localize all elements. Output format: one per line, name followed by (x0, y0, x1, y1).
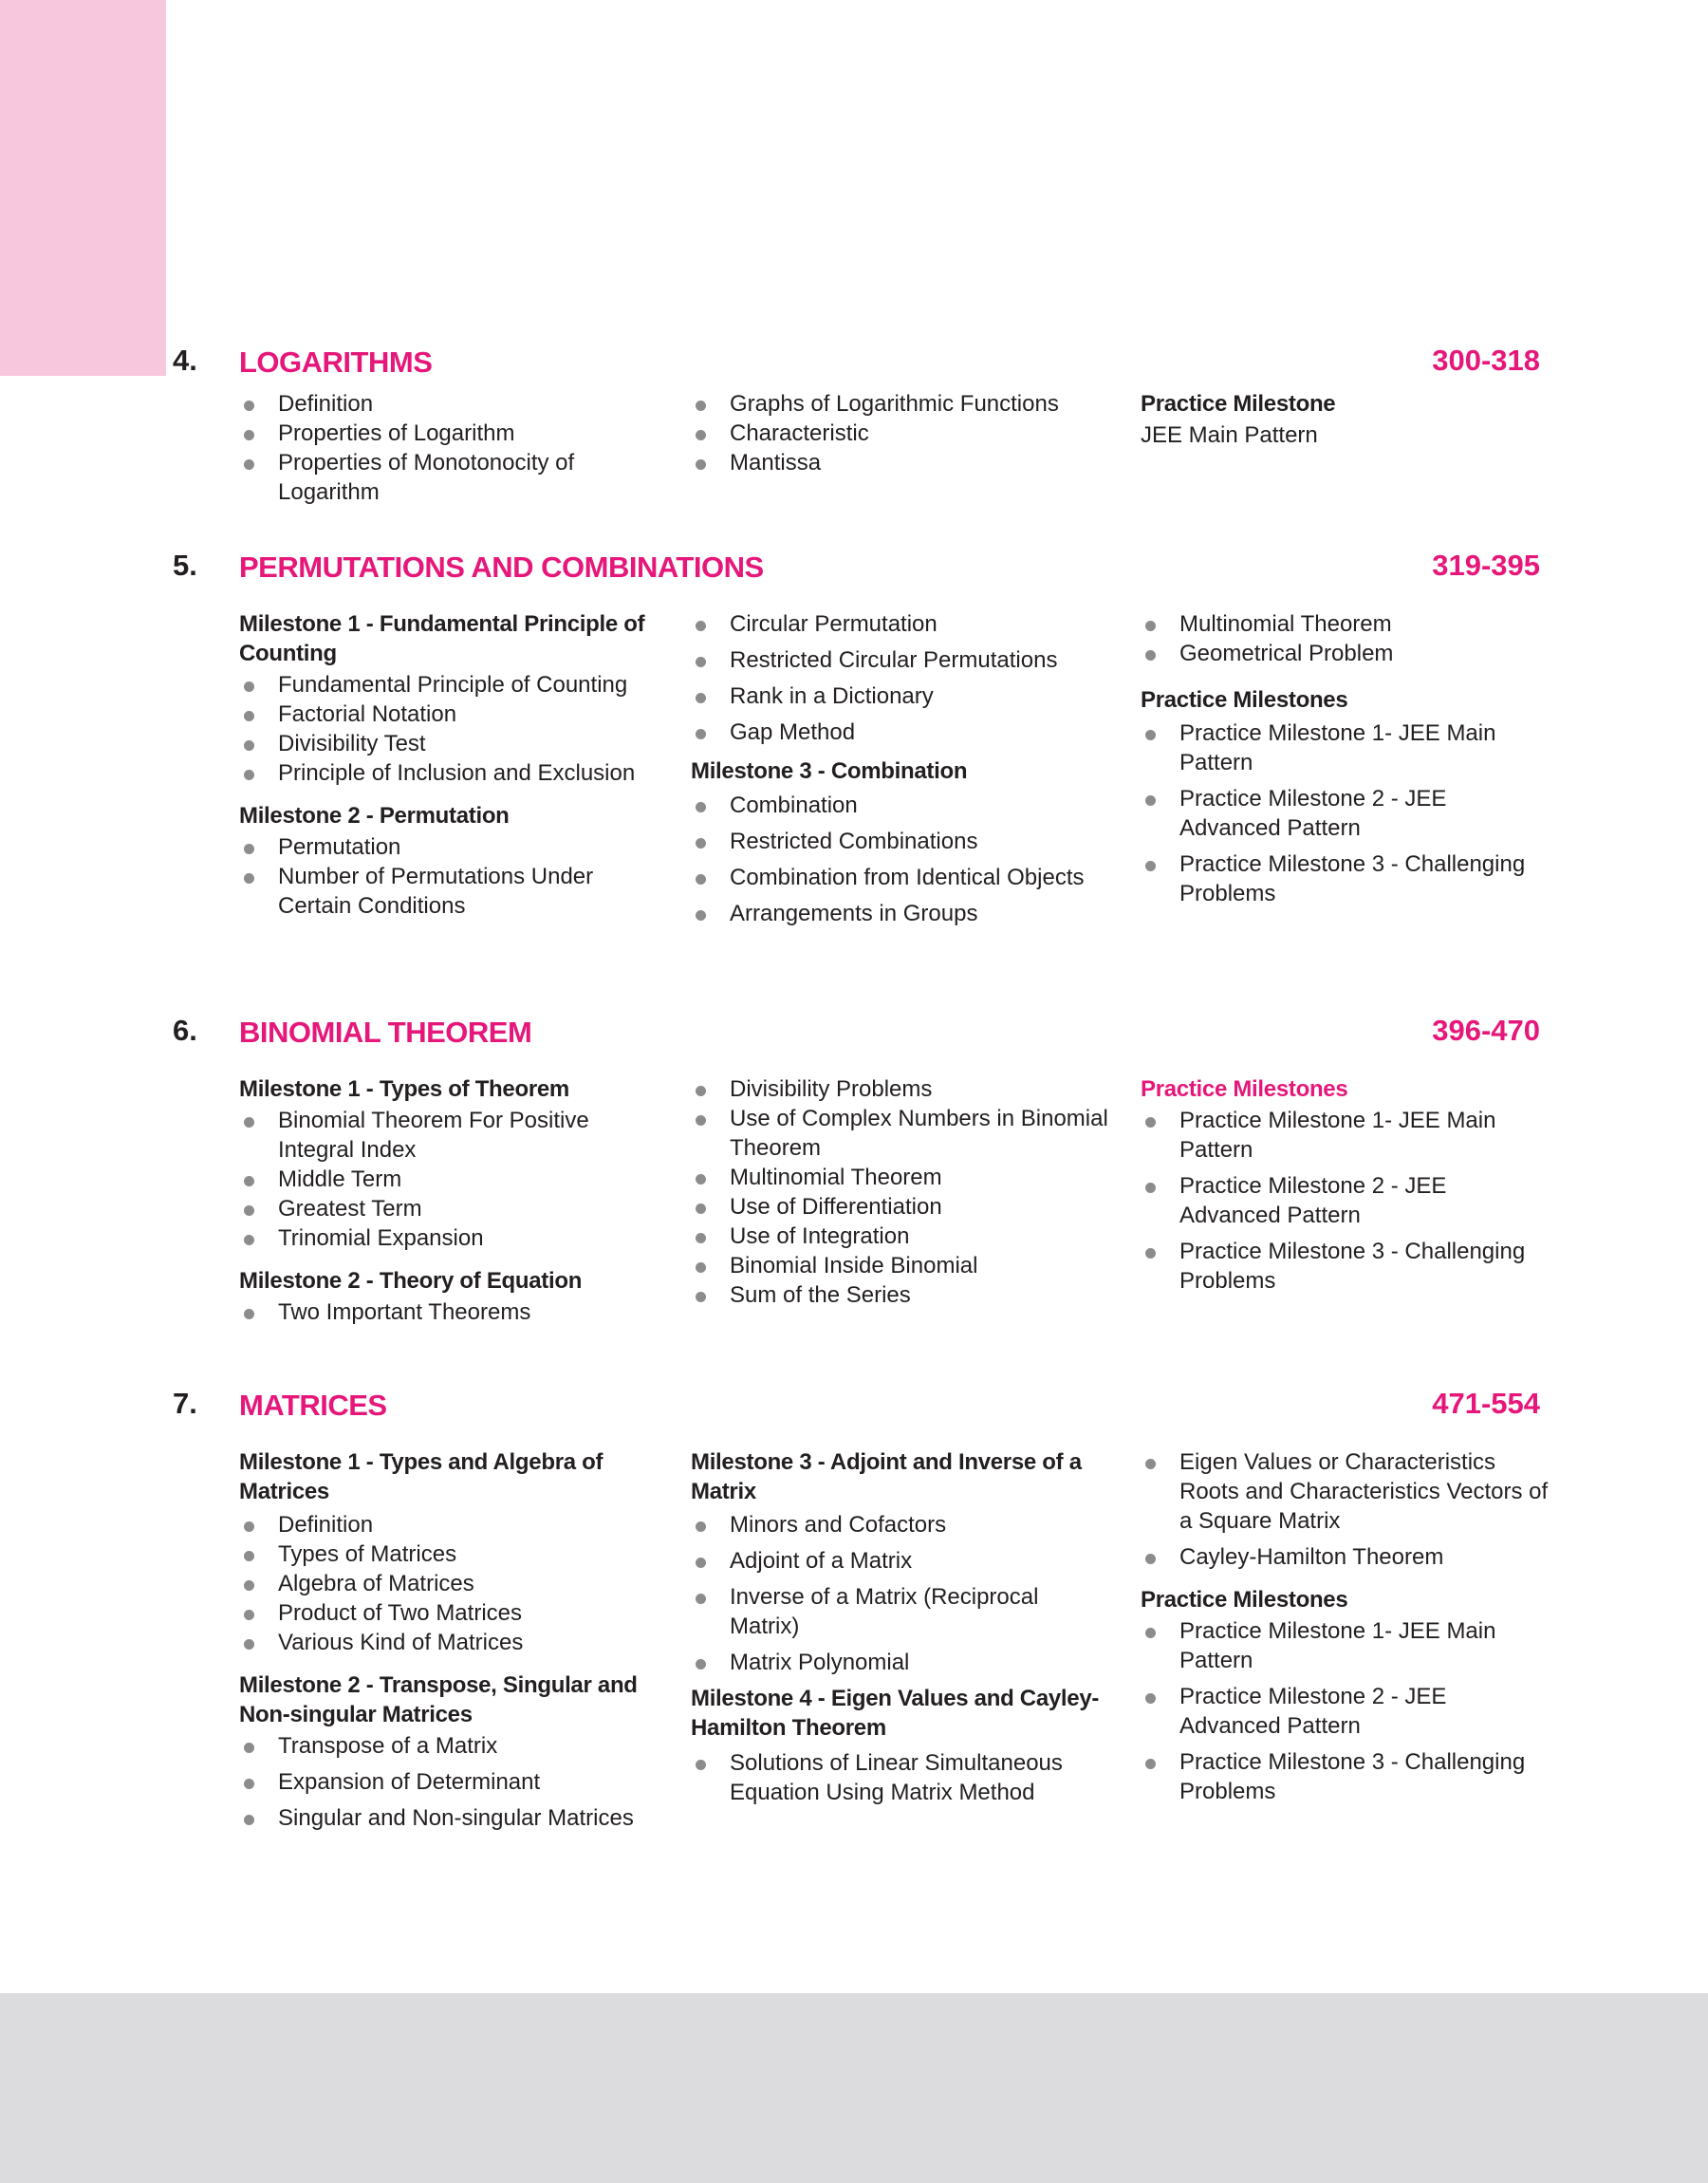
list-item: Principle of Inclusion and Exclusion (239, 758, 657, 788)
practice-milestones-heading: Practice Milestones (1141, 687, 1348, 713)
list-item: Combination from Identical Objects (691, 863, 1108, 892)
list-item: Various Kind of Matrices (239, 1628, 657, 1657)
topic-list (691, 1748, 1108, 1807)
list-item: Restricted Circular Permutations (691, 645, 1108, 675)
list-item: Definition (239, 1510, 657, 1539)
milestone-heading: Milestone 1 - Types and Algebra of Matrices (239, 1449, 603, 1504)
list-item: Practice Milestone 1- JEE Main Pattern (1141, 718, 1549, 777)
list-item: Practice Milestone 3 - Challenging Problems (1141, 1747, 1549, 1806)
chapter-number: 5. (173, 549, 197, 582)
list-item: Restricted Combinations (691, 827, 1108, 856)
chapter-column-1 (239, 1447, 657, 1839)
topic-list (239, 1106, 657, 1253)
list-item: Inverse of a Matrix (Reciprocal Matrix) (691, 1582, 1108, 1641)
list-item: Two Important Theorems (239, 1297, 657, 1327)
topic-list (239, 832, 657, 921)
list-item: Singular and Non-singular Matrices (239, 1803, 657, 1833)
chapter-column-3 (1141, 1074, 1549, 1302)
practice-pattern-text: JEE Main Pattern (1141, 422, 1318, 448)
list-item: Divisibility Problems (691, 1074, 1108, 1104)
list-item: Middle Term (239, 1165, 657, 1194)
list-item: Types of Matrices (239, 1539, 657, 1569)
topic-list (239, 670, 657, 788)
list-item: Divisibility Test (239, 729, 657, 758)
milestone-heading: Practice Milestone (1141, 391, 1336, 417)
chapter-column-3 (1141, 389, 1549, 450)
milestone-heading: Milestone 1 - Fundamental Principle of Counting (239, 611, 645, 666)
list-item: Cayley-Hamilton Theorem (1141, 1542, 1549, 1572)
list-item: Graphs of Logarithmic Functions (691, 389, 1108, 419)
list-item: Mantissa (691, 448, 1108, 477)
list-item: Eigen Values or Characteristics Roots and Characteristics Vectors of a Square Matrix (1141, 1447, 1549, 1536)
list-item: Trinomial Expansion (239, 1223, 657, 1253)
chapter-column-2 (691, 1074, 1108, 1310)
list-item: Multinomial Theorem (1141, 609, 1549, 639)
chapter-number: 7. (173, 1387, 197, 1420)
milestone-heading: Milestone 3 - Adjoint and Inverse of a Matrix (691, 1449, 1082, 1504)
footer-band (0, 1993, 1708, 2183)
topic-list (691, 791, 1108, 928)
topic-list (1141, 1106, 1549, 1296)
chapter-title: LOGARITHMS (239, 345, 433, 379)
list-item: Practice Milestone 1- JEE Main Pattern (1141, 1106, 1549, 1165)
topic-list (1141, 1447, 1549, 1572)
chapter-column-1 (239, 609, 657, 921)
list-item: Definition (239, 389, 657, 419)
chapter-column-2 (691, 1447, 1108, 1807)
topic-list (691, 389, 1108, 477)
chapter-title: PERMUTATIONS AND COMBINATIONS (239, 550, 764, 584)
list-item: Practice Milestone 2 - JEE Advanced Pattern (1141, 784, 1549, 843)
chapter-column-3 (1141, 609, 1549, 915)
topic-list (239, 1510, 657, 1657)
practice-milestones-heading: Practice Milestones (1141, 1076, 1348, 1102)
topic-list (1141, 1616, 1549, 1806)
chapter-column-2 (691, 389, 1108, 477)
chapter-title: MATRICES (239, 1389, 387, 1422)
list-item: Properties of Logarithm (239, 419, 657, 448)
list-item: Binomial Inside Binomial (691, 1251, 1108, 1280)
milestone-heading: Milestone 4 - Eigen Values and Cayley-Hamilton Theorem (691, 1686, 1100, 1741)
list-item: Sum of the Series (691, 1280, 1108, 1310)
list-item: Practice Milestone 3 - Challenging Problems (1141, 1237, 1549, 1296)
list-item: Product of Two Matrices (239, 1598, 657, 1628)
list-item: Practice Milestone 2 - JEE Advanced Pattern (1141, 1682, 1549, 1741)
list-item: Matrix Polynomial (691, 1648, 1108, 1677)
chapter-column-2 (691, 609, 1108, 935)
chapter-column-1 (239, 389, 657, 507)
list-item: Factorial Notation (239, 700, 657, 729)
list-item: Adjoint of a Matrix (691, 1546, 1108, 1576)
topic-list (1141, 718, 1549, 908)
list-item: Geometrical Problem (1141, 639, 1549, 668)
chapter-number: 6. (173, 1014, 197, 1047)
list-item: Practice Milestone 3 - Challenging Problems (1141, 849, 1549, 908)
milestone-heading: Milestone 1 - Types of Theorem (239, 1076, 569, 1102)
list-item: Algebra of Matrices (239, 1569, 657, 1598)
list-item: Use of Integration (691, 1222, 1108, 1251)
milestone-heading: Milestone 2 - Transpose, Singular and Non-singular Matrices (239, 1672, 638, 1727)
list-item: Combination (691, 791, 1108, 820)
chapter-page-range: 471-554 (1432, 1387, 1540, 1420)
list-item: Expansion of Determinant (239, 1767, 657, 1797)
topic-list (691, 1510, 1108, 1677)
chapter-number: 4. (173, 344, 197, 377)
topic-list (239, 1731, 657, 1833)
chapter-column-1 (239, 1074, 657, 1327)
practice-milestones-heading: Practice Milestones (1141, 1587, 1348, 1613)
chapter-title: BINOMIAL THEOREM (239, 1016, 532, 1049)
list-item: Number of Permutations Under Certain Conditions (239, 862, 657, 921)
list-item: Solutions of Linear Simultaneous Equation Using Matrix Method (691, 1748, 1108, 1807)
milestone-heading: Milestone 2 - Permutation (239, 803, 510, 829)
topic-list (239, 389, 657, 507)
list-item: Characteristic (691, 419, 1108, 448)
list-item: Transpose of a Matrix (239, 1731, 657, 1761)
list-item: Arrangements in Groups (691, 899, 1108, 928)
milestone-heading: Milestone 3 - Combination (691, 758, 968, 784)
list-item: Rank in a Dictionary (691, 681, 1108, 711)
list-item: Properties of Monotonocity of Logarithm (239, 448, 657, 507)
list-item: Fundamental Principle of Counting (239, 670, 657, 700)
list-item: Use of Complex Numbers in Binomial Theorem (691, 1104, 1108, 1163)
list-item: Permutation (239, 832, 657, 862)
list-item: Practice Milestone 2 - JEE Advanced Pattern (1141, 1171, 1549, 1230)
topic-list (691, 609, 1108, 747)
list-item: Binomial Theorem For Positive Integral Index (239, 1106, 657, 1165)
chapter-page-range: 300-318 (1432, 344, 1540, 377)
milestone-heading: Milestone 2 - Theory of Equation (239, 1268, 583, 1294)
sidebar-color-tab (0, 0, 166, 376)
topic-list (239, 1297, 657, 1327)
list-item: Use of Differentiation (691, 1192, 1108, 1222)
chapter-page-range: 319-395 (1432, 549, 1540, 582)
list-item: Gap Method (691, 718, 1108, 747)
list-item: Multinomial Theorem (691, 1163, 1108, 1192)
topic-list (691, 1074, 1108, 1310)
list-item: Greatest Term (239, 1194, 657, 1223)
chapter-page-range: 396-470 (1432, 1014, 1540, 1047)
list-item: Circular Permutation (691, 609, 1108, 639)
list-item: Minors and Cofactors (691, 1510, 1108, 1539)
chapter-column-3 (1141, 1447, 1549, 1813)
list-item: Practice Milestone 1- JEE Main Pattern (1141, 1616, 1549, 1675)
topic-list (1141, 609, 1549, 668)
